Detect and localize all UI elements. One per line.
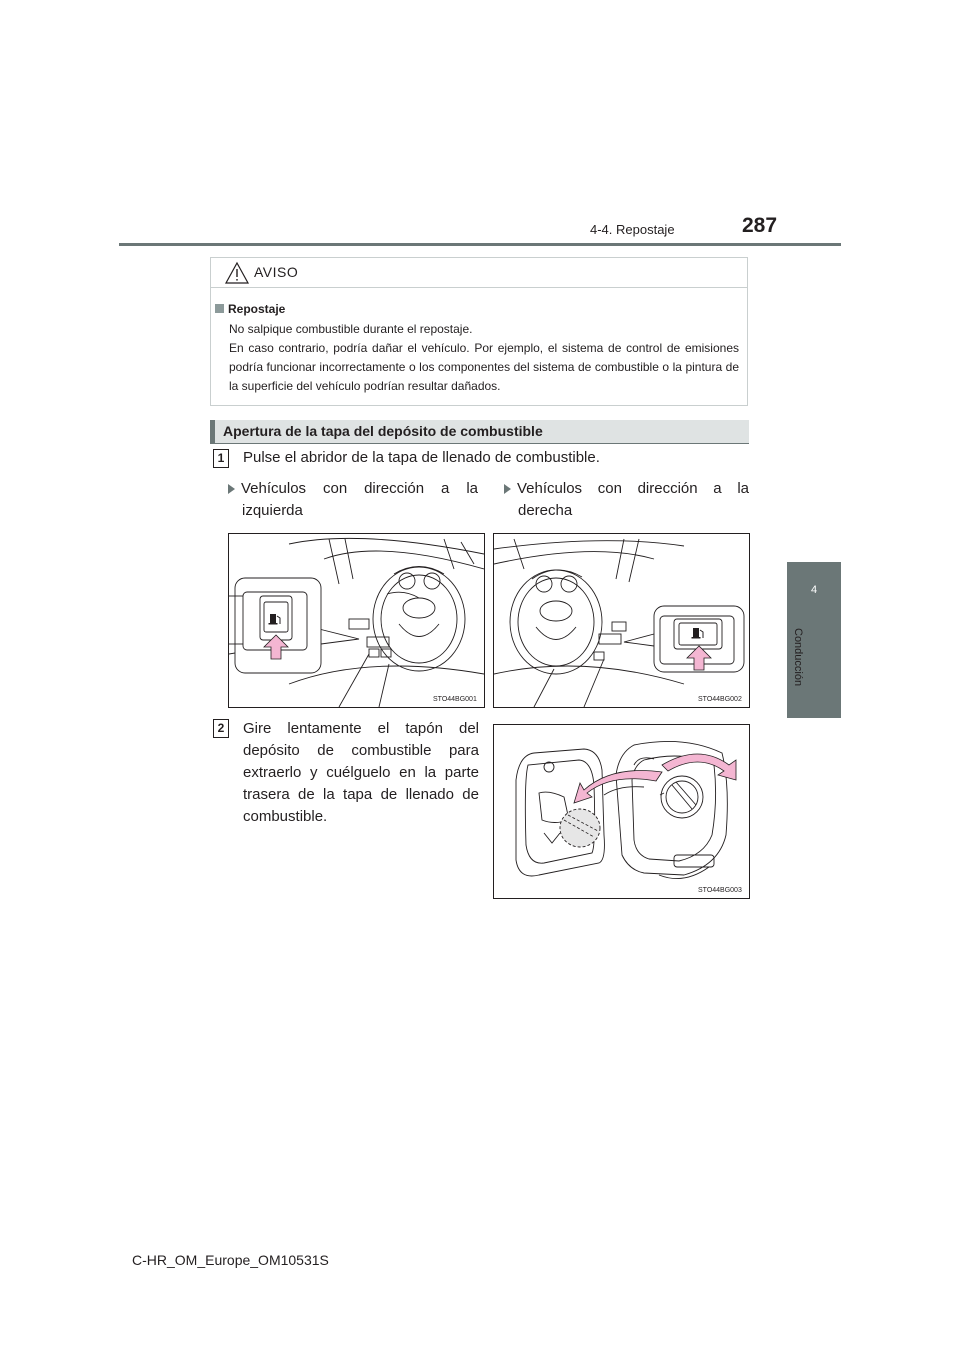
warning-triangle-icon [224,261,250,285]
figure-left-hand-drive [228,533,485,708]
side-bar-top [787,246,841,562]
step-1-text: Pulse el abridor de la tapa de llenado de combustible. [243,449,600,466]
left-hand-drive-label [228,478,478,522]
warning-text: No salpique combustible durante el repostaje. En caso contrario, podría dañar el vehículo. Por ejemplo, el sistema de control de emisiones podría funcionar incorrectamente o los componentes del sistema de combustible o la pintura de la superficie del vehículo podrían resultar dañados. [229,322,739,393]
figure-code: STO44BG002 [698,696,742,703]
right-label-line2: derecha [518,502,573,519]
chapter-label: Conducción [792,628,804,687]
section-heading: Apertura de la tapa del depósito de combustible [223,423,543,439]
left-label-line1: Vehículos con dirección a la [241,480,478,497]
triangle-bullet-icon [228,484,235,494]
figure-code: STO44BG001 [433,696,477,703]
page-number: 287 [742,214,778,237]
warning-subtitle [215,302,285,316]
chapter-tab: 4 [787,562,841,618]
figure-right-hand-drive [493,533,750,708]
right-hand-drive-label [504,478,749,522]
square-bullet-icon [215,304,224,313]
header-rule [119,243,841,246]
dashboard-right-illustration [494,534,749,707]
figure-fuel-cap [493,724,750,899]
footer-doc-id: C-HR_OM_Europe_OM10531S [132,1252,329,1268]
figure-code: STO44BG003 [698,887,742,894]
warning-title: AVISO [254,264,299,280]
step-number-1: 1 [213,449,229,468]
step-number-2: 2 [213,719,229,738]
section-title: 4-4. Repostaje [590,222,675,237]
triangle-bullet-icon [504,484,511,494]
left-label-line2: izquierda [242,502,303,519]
right-label-line1: Vehículos con dirección a la [517,480,749,497]
warning-subtitle-text: Repostaje [228,302,286,316]
section-heading-rule [210,443,749,444]
fuel-cap-illustration [494,725,749,898]
dashboard-left-illustration [229,534,484,707]
step-2-text: Gire lentamente el tapón del depósito de combustible para extraerlo y cuélguelo en la parte trasera de la tapa de llenado de combustible. [243,720,479,825]
